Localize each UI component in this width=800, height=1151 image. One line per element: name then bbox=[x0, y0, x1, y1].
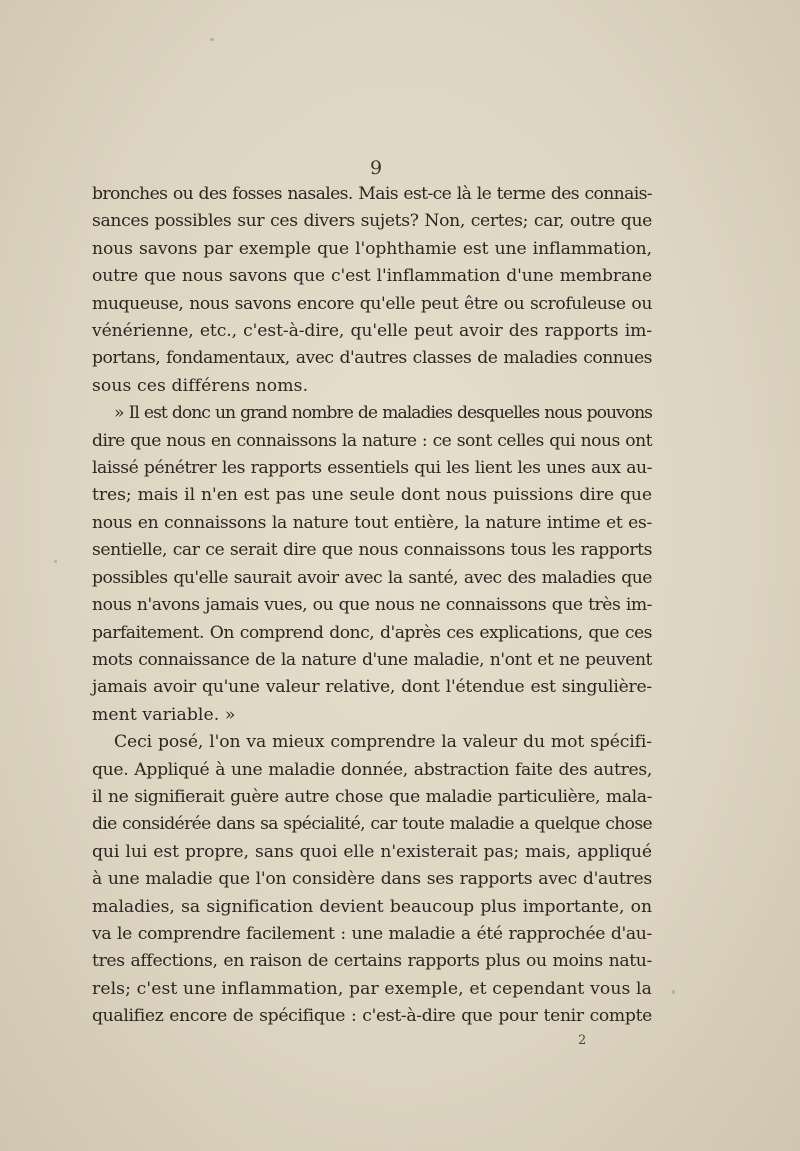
text-line: nous en connaissons la nature tout entière, la nature intime et es- bbox=[92, 512, 652, 533]
page-number: 9 bbox=[370, 157, 383, 179]
text-line: qui lui est propre, sans quoi elle n'existerait pas; mais, appliqué bbox=[92, 841, 652, 862]
text-line: sances possibles sur ces divers sujets? Non, certes; car, outre que bbox=[92, 211, 652, 232]
text-line: sous ces différens noms. bbox=[92, 375, 309, 396]
text-line: qualifiez encore de spécifique : c'est-à-dire que pour tenir compte bbox=[92, 1006, 652, 1027]
paper-speck bbox=[672, 990, 675, 994]
paragraph-1 bbox=[92, 181, 652, 400]
text-line: mots connaissance de la nature d'une maladie, n'ont et ne peuvent bbox=[92, 649, 652, 670]
text-line: il ne signifierait guère autre chose que maladie particulière, mala- bbox=[92, 786, 652, 807]
text-line: die considérée dans sa spécialité, car toute maladie a quelque chose bbox=[92, 814, 652, 835]
text-line: » Il est donc un grand nombre de maladies desquelles nous pouvons bbox=[114, 403, 652, 424]
text-line: va le comprendre facilement : une maladie a été rapprochée d'au- bbox=[92, 923, 652, 944]
text-line: laissé pénétrer les rapports essentiels qui les lient les unes aux au- bbox=[92, 458, 652, 479]
text-line: portans, fondamentaux, avec d'autres classes de maladies connues bbox=[92, 348, 652, 369]
text-line: vénérienne, etc., c'est-à-dire, qu'elle peut avoir des rapports im- bbox=[92, 321, 652, 342]
text-line: sentielle, car ce serait dire que nous connaissons tous les rapports bbox=[92, 540, 652, 561]
text-line: rels; c'est une inflammation, par exemple, et cependant vous la bbox=[92, 978, 652, 999]
signature-mark: 2 bbox=[578, 1033, 587, 1048]
text-line: maladies, sa signification devient beaucoup plus importante, on bbox=[92, 896, 652, 917]
text-line: que. Appliqué à une maladie donnée, abstraction faite des autres, bbox=[92, 759, 652, 780]
text-line: jamais avoir qu'une valeur relative, dont l'étendue est singulière- bbox=[92, 677, 652, 698]
text-line: nous savons par exemple que l'ophthamie est une inflammation, bbox=[92, 238, 652, 259]
text-line: muqueuse, nous savons encore qu'elle peut être ou scrofuleuse ou bbox=[92, 293, 652, 314]
paragraph-3 bbox=[92, 729, 652, 1030]
paper-speck bbox=[54, 560, 57, 563]
text-line: possibles qu'elle saurait avoir avec la santé, avec des maladies que bbox=[92, 567, 652, 588]
text-line: bronches ou des fosses nasales. Mais est-ce là le terme des connais- bbox=[92, 184, 652, 204]
text-line: dire que nous en connaissons la nature : ce sont celles qui nous ont bbox=[92, 430, 652, 451]
text-line: nous n'avons jamais vues, ou que nous ne connaissons que très im- bbox=[92, 595, 652, 616]
text-line: ment variable. » bbox=[92, 704, 236, 725]
paragraph-2 bbox=[92, 400, 652, 729]
paper-speck bbox=[210, 38, 214, 41]
text-line: parfaitement. On comprend donc, d'après ces explications, que ces bbox=[92, 622, 652, 643]
text-line: à une maladie que l'on considère dans ses rapports avec d'autres bbox=[92, 869, 652, 890]
body-text bbox=[92, 181, 652, 1031]
text-line: outre que nous savons que c'est l'inflammation d'une membrane bbox=[92, 266, 652, 287]
text-line: tres affections, en raison de certains rapports plus ou moins natu- bbox=[92, 951, 652, 972]
text-line: tres; mais il n'en est pas une seule dont nous puissions dire que bbox=[92, 485, 652, 506]
text-line: Ceci posé, l'on va mieux comprendre la valeur du mot spécifi- bbox=[114, 732, 652, 753]
